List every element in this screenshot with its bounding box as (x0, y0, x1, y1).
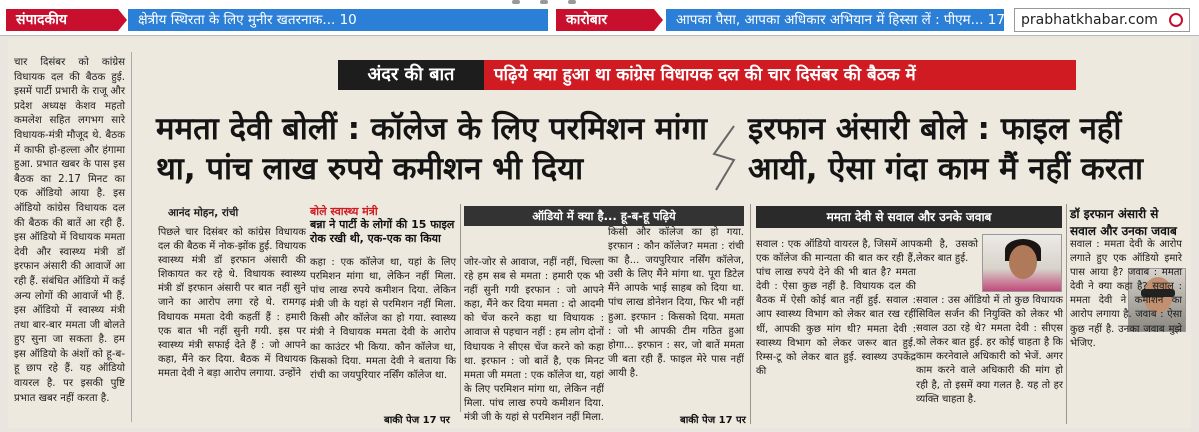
qa-mamta-column-1: सवाल : एक ऑडियो वायरल है, जिसमें आप एक कॉलेज की मान्यता की बात कर रही हैं, पांच लाख रुपये देने की भी बात है? ममता देवी : ऐसा कुछ नहीं है. विधायक दल की बैठक में ऐसी कोई बात नहीं हुई. सवाल : आप स्वास्थ्य विभाग को लेकर बात रख रहीं थीं, आपकी कुछ मांग थी? ममता देवी : स्वास्थ्य विभाग को लेकर जरूर बात हुई. रिम्स-टू को लेकर बात हुई. स्वास्थ्य उपकेंद्र की (756, 239, 916, 377)
audio-transcript-bar: ऑडियो में क्या है... हू-ब-हू पढ़िये (464, 206, 744, 226)
intro-column: चार दिसंबर को कांग्रेस विधायक दल की बैठक हुई. इसमें पार्टी प्रभारी के राजू और प्रदेश अध्यक्ष केशव महतो कमलेश सहित लगभग सारे विधायक-मंत्री मौजूद थे. बैठक में काफी हो-हल्ला और हंगामा हुआ. प्रभात खबर के पास इस बैठक का 2.17 मिनट का एक ऑडियो आया है. इस ऑडियो कांग्रेस विधायक दल की बैठक की बातें आ रही हैं. इस ऑडियो में विधायक ममता देवी और स्वास्थ्य मंत्री डॉ इरफान अंसारी की आवाजें आ रही हैं. संबंधित ऑडियो में कई अन्य लोगों की आवाजें भी हैं. इस ऑडियो में स्वास्थ्य मंत्री तथा बार-बार ममता जी बोलते हुए सुना जा सकता है. हम इस ऑडियो के अंशों को हू-ब-हू छाप रहे हैं. यह ऑडियो वायरल है. पर इसकी पुष्टि प्रभात खबर नहीं करता है. (8, 52, 132, 422)
article-column-1: पिछले चार दिसंबर को कांग्रेस विधायक दल की बैठक में नोक-झोंक हुई. विधायक स्वास्थ्य मंत्री डॉ इरफान अंसारी की शिकायत कर रहे थे. विधायक स्वास्थ्य मंत्री डॉ इरफान अंसारी पर बात नहीं सुने जाने का आरोप लगा रहे थे. रामगढ़ विधायक ममता देवी कहतीं हैं : हमारी एक बात भी नहीं सुनी गयी. इस पर स्वास्थ्य मंत्री सफाई देते हैं : जो आपने कहा, मैंने कर दिया. बैठक में विधायक ममता देवी ने बड़ा आरोप लगाया. उन्होंने (158, 227, 306, 379)
continued-label: बाकी पेज 17 पर (384, 415, 450, 426)
article-column-2: कहा : एक कॉलेज था, यहां के लिए परमिशन मांगा था, लेकिन नहीं मिला. पांच लाख रुपये कमीशन दिया. लेकिन मंत्री जी के यहां से परमिशन नहीं मिला. किसी और कॉलेज का हो गया. स्वास्थ्य मंत्री ने विधायक ममता देवी के आरोप का काउंटर भी किया. कौन कॉलेज था, किसको दिया. ममता देवी ने बताया कि रांची का जयपुरियार नर्सिंग कॉलेज था. (310, 257, 456, 381)
headline-irfan: इरफान अंसारी बोले : फाइल नहीं आयी, ऐसा गंदा काम मैं नहीं करता (748, 111, 1144, 187)
newspaper-clipping (8, 38, 1191, 428)
arrow-icon (654, 9, 663, 31)
top-ticker (0, 0, 1199, 36)
qa-irfan-column: सवाल : ममता देवी के आरोप लगाते हुए एक ऑडियो इमारे पास आया है? जवाब : ममता देवी ने क्या कहा है? सवाल : ममता देवी ने कमीशन का आरोप लगाया है. जवाब : ऐसा कुछ नहीं है. उनका जवाब मुझे भेजिए. (1070, 239, 1182, 349)
transcript-column-2: किसी और कॉलेज का हो गया. इरफान : कौन कॉलेज? ममता : रांची का है... जयपुरियार नर्सिंग कॉलेज, उसी के लिए मैंने मांगा था. पूरा डिटेल मैंने आपके भाई साहब को दिया था. पांच लाख डोनेशन दिया, फिर भी नहीं हुआ. इरफान : किसको दिया. ममता : जो भी आपकी टीम गठित हुआ होगा... इरफान : सर, जो बातें ममता जी बता रही हैं. फाइल मेरे पास नहीं आयी है. (608, 227, 744, 379)
ticker-section-tag[interactable]: संपादकीय (6, 9, 118, 31)
column-rule (750, 204, 751, 424)
zigzag-divider-icon (708, 124, 742, 194)
column-rule (460, 204, 461, 412)
qa-mamta-column-2: सवाल : उस ऑडियो में तो कुछ विधायक सिविल सर्जन की नियुक्ति को लेकर भी सवाल उठा रहे थे? ममता देवी : सीएस को लेकर बात हुई. हर कोई चाहता है कि काम करनेवाले अधिकारी को भेजें. अगर काम करने वाले अधिकारी की मांग हो रही है, तो इसमें क्या गलत है. यह तो हर व्यक्ति चाहता है. (916, 295, 1063, 405)
qa-irfan-heading: डॉ इरफान अंसारी से सवाल और उनका जवाब (1070, 207, 1177, 238)
site-name: prabhatkhabar.com (1021, 12, 1158, 28)
sub-headline: बन्ना ने पार्टी के लोगों की 15 फाइल रोक रखी थी, एक-एक का किया (310, 218, 455, 245)
continued-label: बाकी पेज 17 पर (680, 415, 746, 426)
scroll-dot (512, 0, 520, 4)
qa-mamta-column-2-top: कमी है, उसको लेकर बात हुई. (916, 239, 978, 265)
byline: आनंद मोहन, रांची (168, 207, 239, 219)
site-logo-link[interactable] (1014, 8, 1190, 32)
kicker-label: अंदर की बात (338, 60, 484, 90)
transcript-column-1: जोर-जोर से आवाज, नहीं नहीं, चिल्ला रहे हम सब से ममता : हमारी एक भी नहीं सुनी गयी इरफान : जो आपने कहा, मैंने कर दिया ममता : दो आदमी को चेंज करने कहा था विधायक : आवाज से पहचान नहीं : हम लोग दोनों विधायक ने सीएस चेंज करने को कहा था. इरफान : जो बातें है, एक मिनट ममता जी ममता : एक कॉलेज था, यहां के लिए परमिशन मांगा था, लेकिन नहीं मिला. पांच लाख रुपये कमीशन दिया. मंत्री जी के यहां से परमिशन नहीं मिला. (464, 257, 604, 424)
column-rule (1066, 204, 1067, 424)
scroll-dot (540, 0, 548, 4)
arrow-icon (118, 9, 127, 31)
qa-mamta-bar: ममता देवी से सवाल और उनके जवाब (756, 206, 1062, 228)
ticker-headline-link[interactable]: क्षेत्रीय स्थिरता के लिए मुनीर खतरनाक... 10 (128, 9, 548, 31)
sub-kicker: बोले स्वास्थ्य मंत्री (310, 205, 378, 218)
kicker-strap: पढ़िये क्या हुआ था कांग्रेस विधायक दल की चार दिसंबर की बैठक में (484, 60, 1076, 90)
ticker-section-tag[interactable]: कारोबार (556, 9, 654, 31)
headline-mamta: ममता देवी बोलीं : कॉलेज के लिए परमिशन मांगा था, पांच लाख रुपये कमीशन भी दिया (156, 111, 708, 187)
logo-icon (1169, 13, 1183, 27)
scroll-dot (568, 0, 576, 4)
mamta-devi-photo (982, 234, 1062, 292)
ticker-headline-link[interactable]: आपका पैसा, आपका अधिकार अभियान में हिस्सा लें : पीएम... 17 (666, 9, 1004, 31)
photo-shape (1009, 245, 1037, 279)
